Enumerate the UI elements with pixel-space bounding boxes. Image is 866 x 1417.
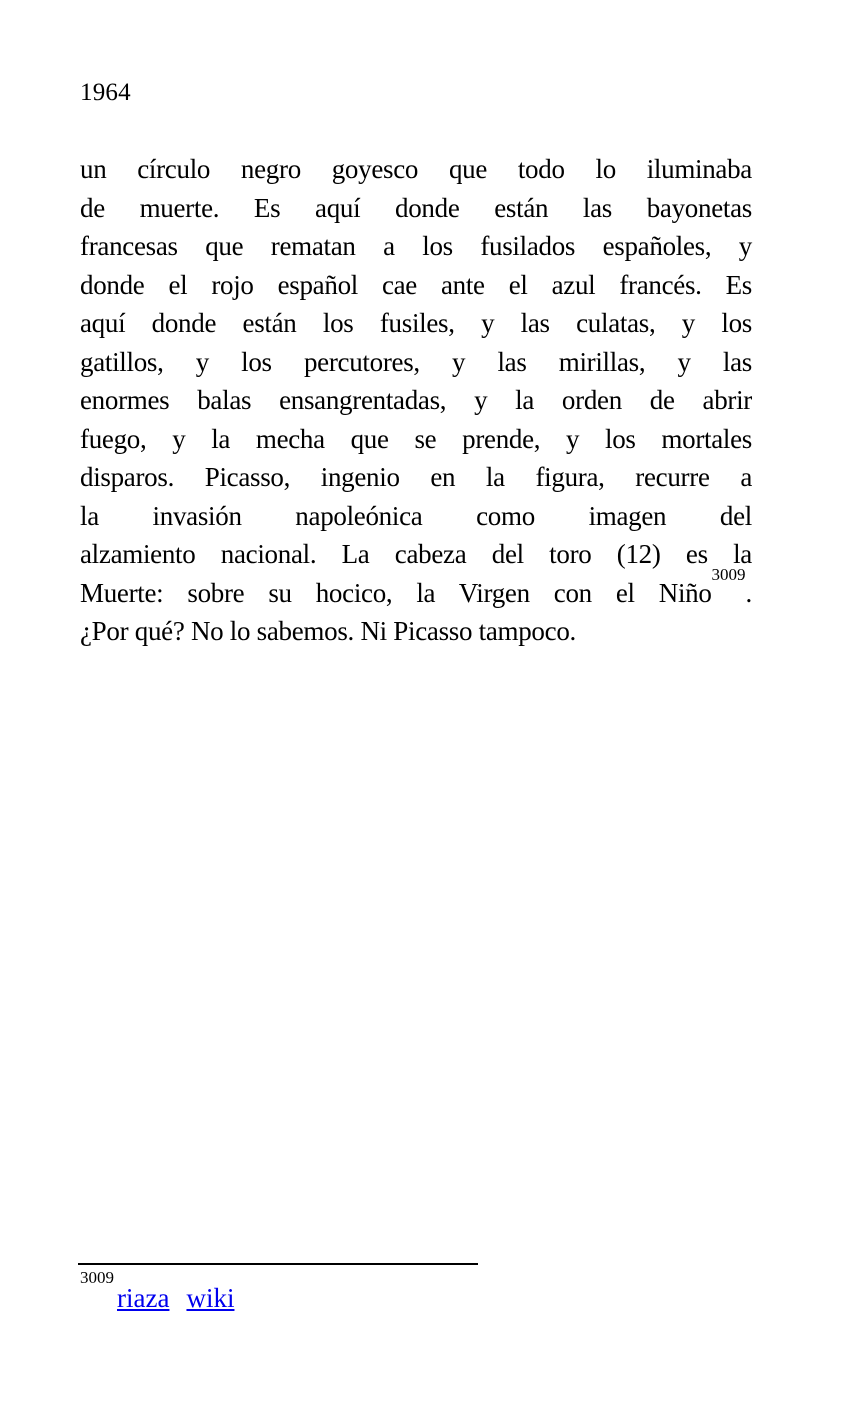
page-year-header: 1964 — [80, 79, 131, 106]
footnote — [80, 1268, 235, 1315]
footnote-link-riaza[interactable]: riaza — [117, 1283, 170, 1313]
text-line: disparos. Picasso, ingenio en la figura, recurre a — [80, 462, 752, 492]
text-line: francesas que rematan a los fusilados españoles, y — [80, 231, 752, 261]
text-line: alzamiento nacional. La cabeza del toro (12) es la — [80, 539, 752, 569]
text-line: gatillos, y los percutores, y las mirillas, y las — [80, 346, 752, 377]
text-line: la invasión napoleónica como imagen del — [80, 500, 752, 531]
footnote-separator — [78, 1263, 478, 1265]
text-line: aquí donde están los fusiles, y las culatas, y los — [80, 308, 752, 338]
text-segment: . — [745, 577, 752, 608]
footnote-number: 3009 — [80, 1268, 114, 1287]
footnote-link-wiki[interactable]: wiki — [186, 1283, 235, 1313]
text-line: ¿Por qué? No lo sabemos. Ni Picasso tampoco. — [80, 616, 576, 646]
text-line: fuego, y la mecha que se prende, y los mortales — [80, 423, 752, 454]
text-line: enormes balas ensangrentadas, y la orden de abrir — [80, 385, 752, 415]
text-line-with-footnote-ref — [80, 564, 752, 613]
body-paragraph — [80, 150, 752, 651]
text-line: donde el rojo español cae ante el azul francés. Es — [80, 269, 752, 300]
footnote-reference: 3009 — [711, 564, 746, 584]
text-line: de muerte. Es aquí donde están las bayonetas — [80, 192, 752, 223]
text-segment: Muerte: sobre su hocico, la Virgen con el Niño — [80, 577, 712, 608]
text-line: un círculo negro goyesco que todo lo iluminaba — [80, 154, 752, 184]
